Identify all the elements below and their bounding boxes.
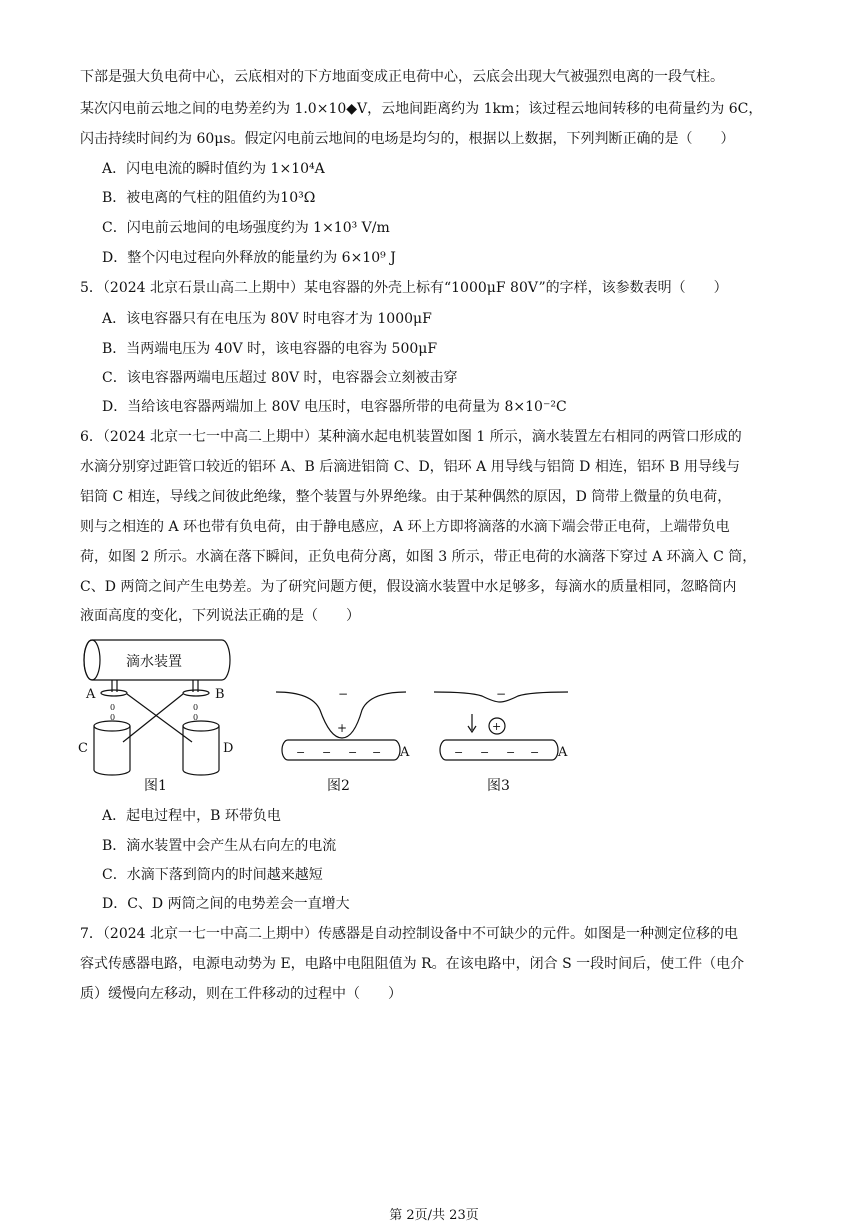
fig2-ring-minus-4: − [372, 746, 382, 759]
q5-stem: 5．（2024 北京石景山高二上期中）某电容器的外壳上标有“1000μF 80V”的字样，该参数表明（ ） [80, 280, 728, 296]
q4-option-d: D．整个闪电过程向外释放的能量约为 6×10⁹ J [102, 250, 396, 266]
label-d: D [223, 741, 234, 756]
q4-text-line-2: 某次闪电前云地之间的电势差约为 1.0×10◆V，云地间距离约为 1km；该过程云地间转移的电荷量约为 6C， [80, 101, 763, 117]
fig3-ring-minus-2: − [480, 746, 490, 759]
q6-figure [0, 630, 868, 800]
fig2-ring-minus-2: − [322, 746, 332, 759]
figure-3-drop-separated [434, 687, 568, 760]
ring-b [183, 690, 209, 696]
q5-option-d: D．当给该电容器两端加上 80V 电压时，电容器所带的电荷量为 8×10⁻²C [102, 399, 567, 415]
q6-text-line-2: 水滴分别穿过距管口较近的铝环 A、B 后滴进铝筒 C、D，铝环 A 用导线与铝筒 D 相连，铝环 B 用导线与 [80, 459, 741, 475]
q4-text-line-3: 闪击持续时间约为 60μs。假定闪电前云地间的电场是均匀的，根据以上数据，下列判断正确的是（ ） [80, 131, 735, 147]
can-d [183, 721, 219, 775]
q6-text-line-5: 荷，如图 2 所示。水滴在落下瞬间，正负电荷分离，如图 3 所示，带正电荷的水滴落下穿过 A 环滴入 C 筒， [80, 549, 757, 565]
drop-right-2: 0 [193, 713, 199, 722]
fig2-minus-top: − [338, 687, 349, 701]
q4-option-b: B．被电离的气柱的阻值约为10³Ω [102, 190, 316, 206]
fig2-ring-minus-1: − [296, 746, 306, 759]
q6-option-a: A．起电过程中，B 环带负电 [102, 808, 281, 824]
fig3-ring-minus-1: − [454, 746, 464, 759]
caption-figure-1: 图1 [144, 778, 167, 794]
fig3-plus: + [492, 720, 502, 733]
drop-left-2: 0 [110, 713, 116, 722]
q6-text-line-6: C、D 两筒之间产生电势差。为了研究问题方便，假设滴水装置中水足够多，每滴水的质量相同，忽略筒内 [80, 579, 737, 595]
page-number-footer: 第 2页/共 23页 [389, 1208, 479, 1223]
drop-right-1: 0 [193, 703, 199, 712]
caption-figure-3: 图3 [487, 778, 510, 794]
q6-text-line-7: 液面高度的变化，下列说法正确的是（ ） [80, 608, 360, 624]
fig3-minus-top: − [496, 687, 507, 701]
q5-option-c: C．该电容器两端电压超过 80V 时，电容器会立刻被击穿 [102, 370, 458, 386]
q6-option-c: C．水滴下落到筒内的时间越来越短 [102, 867, 323, 883]
q6-text-line-1: 6．（2024 北京一七一中高二上期中）某种滴水起电机装置如图 1 所示，滴水装置左右相同的两管口形成的 [80, 429, 742, 445]
device-label: 滴水装置 [126, 654, 182, 670]
label-b: B [215, 687, 225, 702]
q7-text-line-1: 7．（2024 北京一七一中高二上期中）传感器是自动控制设备中不可缺少的元件。如图是一种测定位移的电 [80, 926, 738, 942]
q6-text-line-3: 铝筒 C 相连，导线之间彼此绝缘，整个装置与外界绝缘。由于某种偶然的原因，D 筒带上微量的负电荷， [80, 489, 732, 505]
fig3-label-a: A [558, 745, 568, 760]
q7-text-line-2: 容式传感器电路，电源电动势为 E，电路中电阻阻值为 R。在该电路中，闭合 S 一段时间后，使工件（电介 [80, 956, 745, 972]
caption-figure-2: 图2 [327, 778, 350, 794]
label-a: A [86, 687, 96, 702]
fig2-ring-minus-3: − [348, 746, 358, 759]
q6-text-line-4: 则与之相连的 A 环也带有负电荷，由于静电感应，A 环上方即将滴落的水滴下端会带正电荷，上端带负电 [80, 519, 730, 535]
q4-option-c: C．闪电前云地间的电场强度约为 1×10³ V/m [102, 220, 390, 236]
q7-text-line-3: 质）缓慢向左移动，则在工件移动的过程中（ ） [80, 986, 402, 1002]
q5-option-b: B．当两端电压为 40V 时，该电容器的电容为 500μF [102, 341, 438, 357]
fig2-plus: + [337, 721, 348, 735]
drop-left-1: 0 [110, 703, 116, 712]
can-c [94, 721, 130, 775]
figure-1-apparatus [78, 640, 233, 775]
ring-a [101, 690, 127, 696]
q4-text-line-1: 下部是强大负电荷中心，云底相对的下方地面变成正电荷中心，云底会出现大气被强烈电离的一段气柱。 [80, 69, 724, 85]
fig2-label-a: A [400, 745, 410, 760]
fig3-ring-minus-4: − [530, 746, 540, 759]
fig3-ring-minus-3: − [506, 746, 516, 759]
q4-option-a: A．闪电电流的瞬时值约为 1×10⁴A [102, 161, 325, 177]
figure-2-drop-polarized [276, 687, 410, 760]
q6-option-d: D．C、D 两筒之间的电势差会一直增大 [102, 896, 350, 912]
q6-option-b: B．滴水装置中会产生从右向左的电流 [102, 838, 337, 854]
label-c: C [78, 741, 88, 756]
q5-option-a: A．该电容器只有在电压为 80V 时电容才为 1000μF [102, 311, 432, 327]
